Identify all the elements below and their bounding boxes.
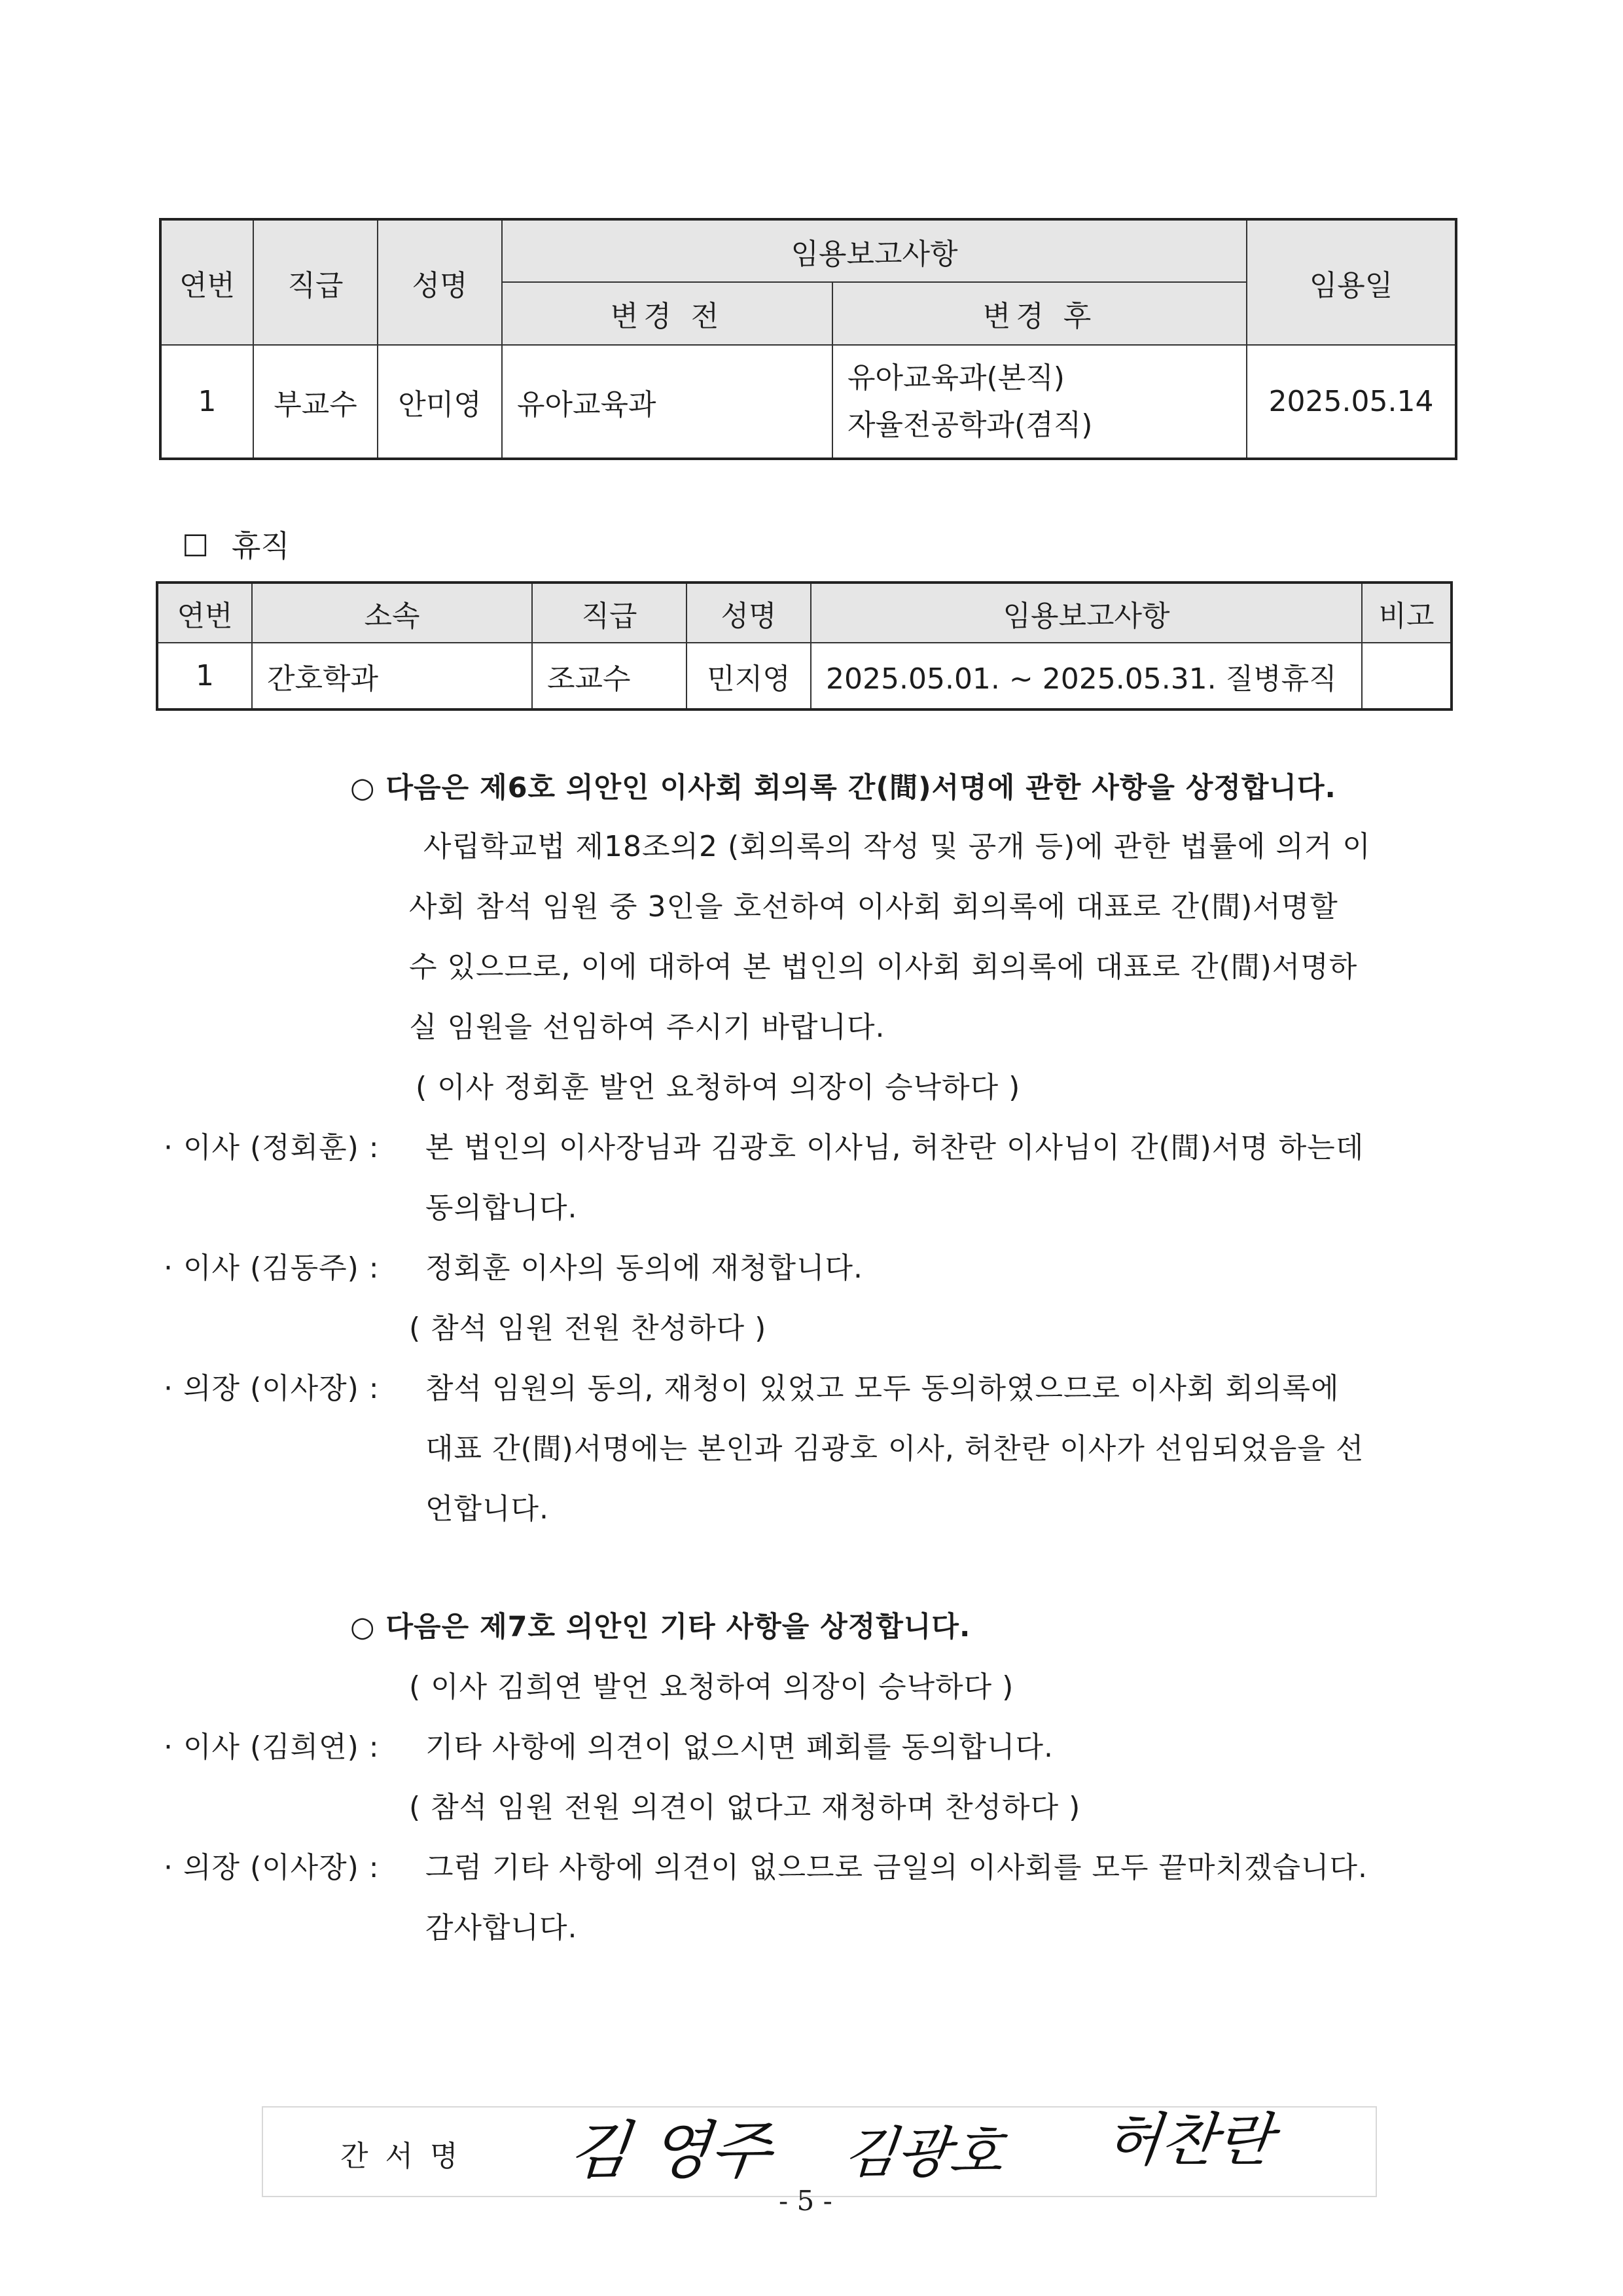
agenda6-speech1-line2: 동의합니다. (425, 1191, 578, 1225)
agenda7-speech2-line2: 감사합니다. (425, 1911, 578, 1945)
agenda7-heading: ○ 다음은 제7호 의안인 기타 사항을 상정합니다. (350, 1611, 971, 1643)
agenda6-speaker3: · 의장 (이사장) : (164, 1372, 380, 1405)
cell-note (1362, 643, 1452, 709)
agenda7-speech2 (425, 1838, 1472, 1958)
checkbox-icon: ☐ (182, 528, 209, 564)
agenda7-note1: ( 이사 김희연 발언 요청하여 의장이 승낙하다 ) (409, 1670, 1014, 1704)
cell-before: 유아교육과 (502, 345, 832, 459)
agenda6-heading: ○ 다음은 제6호 의안인 이사회 회의록 간(間)서명에 관한 사항을 상정합니다. (350, 772, 1336, 804)
header-rank: 직급 (532, 583, 687, 643)
agenda6-speech3-line2: 대표 간(間)서명에는 본인과 김광호 이사, 허찬란 이사가 선임되었음을 선 (425, 1432, 1364, 1465)
agenda7-speaker2: · 의장 (이사장) : (164, 1851, 380, 1884)
cell-no: 1 (160, 345, 253, 459)
agenda6-speech3-line1: 참석 임원의 동의, 재청이 있었고 모두 동의하였으므로 이사회 회의록에 (425, 1372, 1340, 1405)
header-note: 비고 (1362, 583, 1452, 643)
agenda6-speech1 (425, 1118, 1472, 1238)
agenda6-speech1-line1: 본 법인의 이사장님과 김광호 이사님, 허찬란 이사님이 간(間)서명 하는데 (425, 1131, 1364, 1164)
header-name: 성명 (687, 583, 811, 643)
agenda6-speech3 (425, 1359, 1472, 1539)
cell-date: 2025.05.14 (1247, 345, 1456, 459)
cell-no: 1 (157, 643, 252, 709)
agenda6-note1: ( 이사 정회훈 발언 요청하여 의장이 승낙하다 ) (416, 1071, 1021, 1104)
agenda6-body-line4: 실 임원을 선임하여 주시기 바랍니다. (409, 1011, 885, 1044)
header-report: 임용보고사항 (811, 583, 1362, 643)
agenda7-speech2-line1: 그럼 기타 사항에 의견이 없으므로 금일의 이사회를 모두 끝마치겠습니다. (425, 1851, 1368, 1884)
table-row (160, 345, 1456, 459)
agenda6-body (409, 817, 1469, 1118)
cell-rank: 부교수 (253, 345, 378, 459)
agenda6-speech2: 정회훈 이사의 동의에 재청합니다. (425, 1251, 863, 1285)
header-no: 연번 (157, 583, 252, 643)
signature-label: 간 서 명 (340, 2140, 462, 2173)
header-before: 변경 전 (502, 282, 832, 345)
cell-name: 민지영 (687, 643, 811, 709)
page-number: - 5 - (779, 2185, 832, 2217)
signature-3: 허찬란 (1101, 2106, 1276, 2174)
cell-after-line1: 유아교육과(본직) (847, 361, 1065, 395)
cell-report: 2025.05.01. ~ 2025.05.31. 질병휴직 (811, 643, 1362, 709)
agenda6-speaker2: · 이사 (김동주) : (164, 1251, 380, 1285)
agenda6-speaker1: · 이사 (정회훈) : (164, 1131, 380, 1164)
header-name: 성명 (378, 219, 502, 345)
header-after: 변경 후 (832, 282, 1247, 345)
agenda7-speech1: 기타 사항에 의견이 없으시면 폐회를 동의합니다. (425, 1731, 1054, 1764)
header-no: 연번 (160, 219, 253, 345)
agenda6-body-line2: 사회 참석 임원 중 3인을 호선하여 이사회 회의록에 대표로 간(間)서명할 (409, 890, 1338, 924)
cell-dept: 간호학과 (252, 643, 532, 709)
appointment-change-table (159, 218, 1457, 460)
signature-1: 김 영주 (565, 2114, 775, 2187)
header-rank: 직급 (253, 219, 378, 345)
table-row (157, 643, 1452, 709)
cell-after-line2: 자율전공학과(겸직) (847, 408, 1093, 442)
cell-rank: 조교수 (532, 643, 687, 709)
signature-2: 김광호 (840, 2121, 1007, 2185)
agenda7-speaker1: · 이사 (김희연) : (164, 1731, 380, 1764)
agenda6-note2: ( 참석 임원 전원 찬성하다 ) (409, 1312, 767, 1345)
agenda6-body-line3: 수 있으므로, 이에 대하여 본 법인의 이사회 회의록에 대표로 간(間)서명하 (409, 950, 1358, 984)
header-date: 임용일 (1247, 219, 1456, 345)
header-report: 임용보고사항 (502, 219, 1247, 282)
leave-title: 휴직 (231, 528, 290, 564)
agenda6-speech3-line3: 언합니다. (425, 1492, 550, 1526)
cell-name: 안미영 (378, 345, 502, 459)
agenda6-body-line1: 사립학교법 제18조의2 (회의록의 작성 및 공개 등)에 관한 법률에 의거 이 (423, 830, 1371, 863)
cell-after (832, 345, 1247, 459)
leave-section-title (182, 522, 290, 565)
header-dept: 소속 (252, 583, 532, 643)
agenda7-note2: ( 참석 임원 전원 의견이 없다고 재청하며 찬성하다 ) (409, 1791, 1081, 1824)
leave-table (156, 581, 1453, 711)
